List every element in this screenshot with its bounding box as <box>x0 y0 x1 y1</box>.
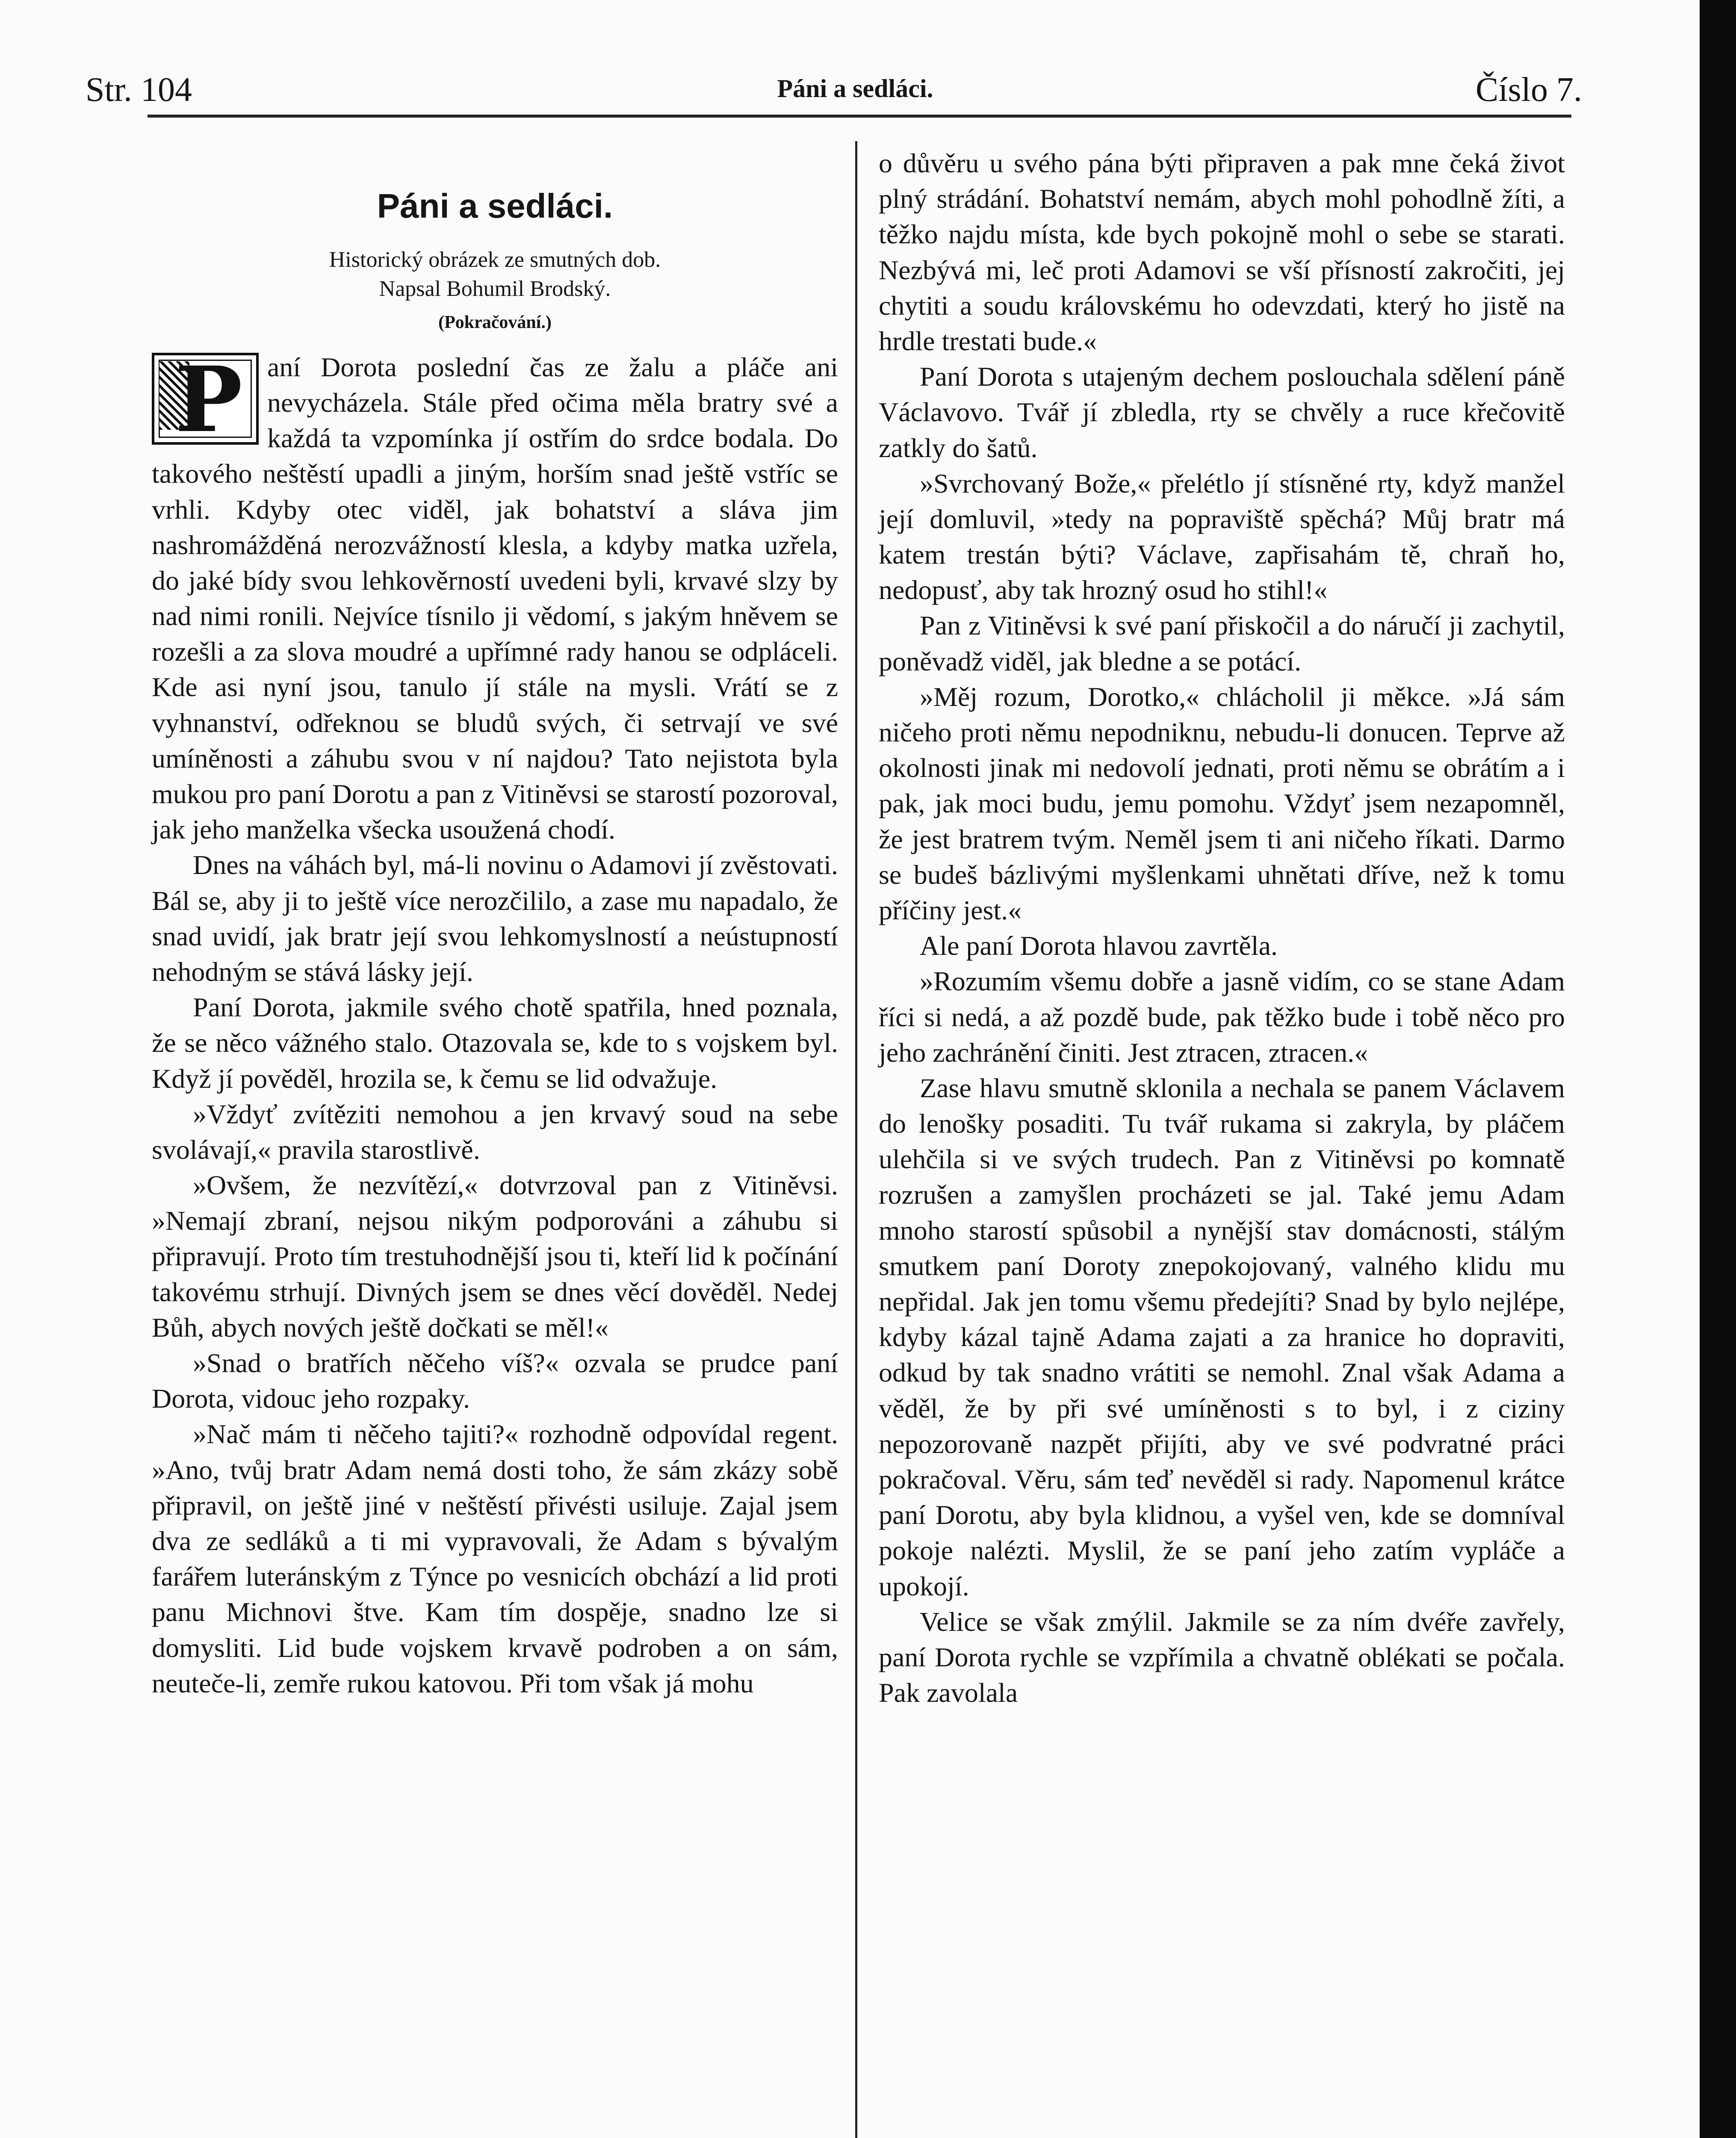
column-separator <box>855 141 857 2138</box>
page-header <box>86 71 1582 118</box>
paragraph: »Svrchovaný Bože,« přelétlo jí stísněné rty, když manžel její domluvil, »tedy na popraviště spěchá? Můj bratr má katem trestán býti? Václave, zapřisahám tě, chraň ho, nedopusť, aby tak hrozný osud ho stihl!« <box>879 468 1565 605</box>
left-column <box>152 145 838 1701</box>
article-title: Páni a sedláci. <box>377 187 613 225</box>
paragraph: »Snad o bratřích něčeho víš?« ozvala se prudce paní Dorota, vidouc jeho rozpaky. <box>152 1348 838 1414</box>
article-subtitle: Historický obrázek ze smutných dob. <box>329 248 661 272</box>
paragraph <box>152 346 838 848</box>
running-title: Páni a sedláci. <box>777 74 933 103</box>
paragraph: »Rozumím všemu dobře a jasně vidím, co se stane Adam říci si nedá, a až pozdě bude, pak těžko bude i tobě něco pro jeho zachránění činiti. Jest ztracen, ztracen.« <box>879 966 1565 1068</box>
paragraph: o důvěru u svého pána býti připraven a pak mne čeká život plný strádání. Bohatství nemám, abych mohl pohodlně žíti, a těžko najdu místa, kde bych pokojně mohl o sebe se starati. Nezbývá mi, leč proti Adamovi se vší přísností zakročiti, jej chytiti a soudu královskému ho odevzdati, který ho jistě na hrdle trestati bude.« <box>879 148 1565 356</box>
paragraph: Velice se však zmýlil. Jakmile se za ním dvéře zavřely, paní Dorota rychle se vzpřímila a chvatně oblékati se počala. Pak zavolala <box>879 1606 1565 1708</box>
paragraph: »Ovšem, že nezvítězí,« dotvrzoval pan z Vitiněvsi. »Nemají zbraní, nejsou nikým podporováni a záhubu si připravují. Proto tím trestuhodnější jsou ti, kteří lid k počínání takovému strhují. Divných jsem se dnes věcí dověděl. Nedej Bůh, abych nových ještě dočkati se měl!« <box>152 1170 838 1343</box>
continuation-note: (Pokračování.) <box>438 313 552 333</box>
page-number: Str. 104 <box>86 71 192 109</box>
drop-cap <box>152 346 259 452</box>
paragraph: »Měj rozum, Dorotko,« chlácholil ji měkce. »Já sám ničeho proti němu nepodniknu, nebudu-li donucen. Teprve až okolnosti jinak mi nedovolí jednati, proti němu se obrátím a i pak, jak moci budu, jemu pomohu. Vždyť jsem nezapomněl, že jest bratrem tvým. Neměl jsem ti ani ničeho říkati. Darmo se budeš bázlivými myšlenkami uhnětati dříve, než k tomu příčiny jest.« <box>879 681 1565 925</box>
paragraph: Dnes na váhách byl, má-li novinu o Adamovi jí zvěstovati. Bál se, aby ji to ještě více nerozčililo, a zase mu napadalo, že snad uvidí, jak bratr její svou lehkomyslností a neústupností nehodným se stává lásky její. <box>152 850 838 987</box>
paragraph: Ale paní Dorota hlavou zavrtěla. <box>920 930 1278 961</box>
drop-cap-letter: P <box>175 346 242 452</box>
paragraph: Paní Dorota s utajeným dechem poslouchala sdělení páně Václavovo. Tvář jí zbledla, rty se chvěly a ruce křečovitě zatkly do šatů. <box>879 361 1565 463</box>
paragraph: »Nač mám ti něčeho tajiti?« rozhodně odpovídal regent. »Ano, tvůj bratr Adam nemá dosti toho, že sám zkázy sobě připravil, on ještě jiné v neštěstí přivésti usiluje. Zajal jsem dva ze sedláků a ti mi vypravovali, že Adam s bývalým farářem luteránským z Týnce po vesnicích obchází a lid proti panu Michnovi štve. Kam tím dospěje, snadno lze si domysliti. Lid bude vojskem krvavě podroben a on sám, neuteče-li, zemře rukou katovou. Při tom však já mohu <box>152 1419 838 1698</box>
paragraph: »Vždyť zvítěziti nemohou a jen krvavý soud na sebe svolávají,« pravila starostlivě. <box>152 1099 838 1165</box>
paragraph: Pan z Vitiněvsi k své paní přiskočil a do náručí ji zachytil, poněvadž viděl, jak bledne a se potácí. <box>879 610 1565 676</box>
right-column <box>879 145 1565 1710</box>
header-rule <box>148 115 1571 118</box>
issue-number: Číslo 7. <box>1476 71 1582 109</box>
paragraph: Paní Dorota, jakmile svého chotě spatřila, hned poznala, že se něco vážného stalo. Otazovala se, kde to s vojskem byl. Když jí pověděl, hrozila se, k čemu se lid odvažuje. <box>152 992 838 1094</box>
paragraph-text: aní Dorota poslední čas ze žalu a pláče ani nevycházela. Stále před očima měla bratry své a každá ta vzpomínka jí ostřím do srdce bodala. Do takového neštěstí upadli a jiným, horším snad ještě vstříc se vrhli. Kdyby otec viděl, jak bohatství a sláva jim nashromážděná nerozvážností klesla, a kdyby matka uzřela, do jaké bídy svou lehkověrností uvedeni byli, krvavé slzy by nad nimi ronili. Nejvíce tísnilo ji vědomí, s jakým hněvem se rozešli a za slova moudré a upřímné rady hanou se odpláceli. Kde asi nyní jsou, tanulo jí stále na mysli. Vrátí se z vyhnanství, odřeknou se bludů svých, či setrvají ve své umíněnosti a záhubu svou v ní najdou? Tato nejistota byla mukou pro paní Dorotu a pan z Vitiněvsi se starostí pozoroval, jak jeho manželka všecka usoužená chodí. <box>152 351 838 845</box>
article-byline: Napsal Bohumil Brodský. <box>379 276 611 301</box>
article-heading <box>152 184 838 334</box>
paragraph: Zase hlavu smutně sklonila a nechala se panem Václavem do lenošky posaditi. Tu tvář rukama si zakryla, by pláčem ulehčila si ve svých trudech. Pan z Vitiněvsi po komnatě rozrušen a zamyšlen procházeti se jal. Také jemu Adam mnoho starostí spůsobil a nynější stav domácnosti, stálým smutkem paní Doroty znepokojovaný, valného klidu mu nepřidal. Jak jen tomu všemu předejíti? Snad by bylo nejlépe, kdyby kázal tajně Adama zajati a za hranice ho dopraviti, odkud by tak snadno vrátiti se nemohl. Znal však Adama a věděl, že by při své umíněnosti s to byl, i z ciziny nepozorovaně nazpět přijíti, aby ve své podvratné práci pokračoval. Věru, sám teď nevěděl si rady. Napomenul krátce paní Dorotu, aby byla klidnou, a vyšel ven, kde se domníval pokoje nalézti. Myslil, že se paní jeho zatím vypláče a upokojí. <box>879 1072 1565 1601</box>
scan-border <box>1700 0 1736 2138</box>
